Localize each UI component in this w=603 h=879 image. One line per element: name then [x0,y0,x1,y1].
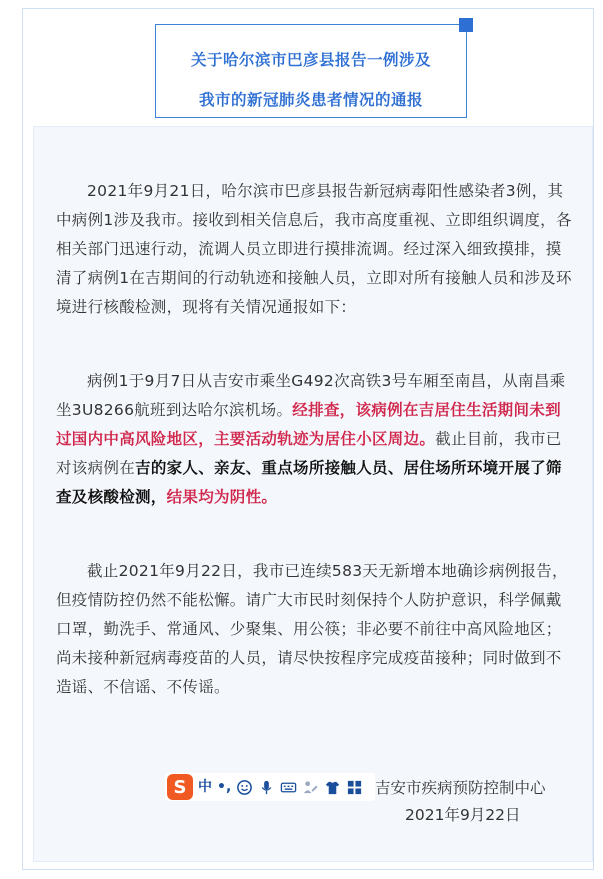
ime-punctuation-toggle[interactable]: •, [217,779,232,795]
microphone-icon[interactable] [258,779,275,796]
title-line-1: 关于哈尔滨市巴彦县报告一例涉及 [190,51,431,69]
paragraph-advisory: 截止2021年9月22日，我市已连续583天无新增本地确诊病例报告，但疫情防控仍然不能松懈。请广大市民时刻保持个人防护意识，科学佩戴口罩，勤洗手、常通风、少聚集、用公筷；非必要不前往中高风险地区；尚未接种新冠病毒疫苗的人员，请尽快按程序完成疫苗接种；同时做到不造谣、不信谣、不传谣。 [56,562,568,696]
emoji-icon[interactable] [236,779,253,796]
keyboard-icon[interactable] [280,779,297,796]
paragraph-intro: 2021年9月21日，哈尔滨市巴彦县报告新冠病毒阳性感染者3例，其中病例1涉及我市。接收到相关信息后，我市高度重视、立即组织调度，各相关部门迅速行动，流调人员立即进行摸排流调。经过深入细致摸排，摸清了病例1在吉期间的行动轨迹和接触人员，立即对所有接触人员和涉及环境进行核酸检测，现将有关情况通报如下： [56,182,572,316]
paragraph-case-details [56,367,576,512]
case-travel-text: 病例1于9月7日从吉安市乘坐G492次高铁3号车厢至南昌，从南昌乘坐3U8266航班到达哈尔滨机场。 [56,372,566,419]
issue-date: 2021年9月22日 [405,806,521,824]
toolbox-grid-icon[interactable] [346,779,363,796]
issuing-organization: 吉安市疾病预防控制中心 [375,779,546,797]
title-corner-decoration [459,18,473,32]
sogou-logo-icon[interactable]: S [167,774,193,800]
handwriting-icon[interactable] [302,779,319,796]
screening-scope-bold: 吉的家人、亲友、重点场所接触人员、居住场所环境开展了筛查及核酸检测， [56,459,562,506]
skin-shirt-icon[interactable] [324,779,341,796]
screening-status-text: 截止目前，我市已对该病例在 [56,430,562,477]
title-line-2: 我市的新冠肺炎患者情况的通报 [198,91,423,109]
title-box [155,24,467,118]
ime-toolbar [165,773,375,801]
test-result-highlight: 结果均为阴性。 [166,488,278,506]
investigation-result-highlight: 经排查，该病例在吉居住生活期间未到过国内中高风险地区，主要活动轨迹为居住小区周边。 [56,401,561,448]
ime-language-toggle[interactable]: 中 [198,779,212,795]
